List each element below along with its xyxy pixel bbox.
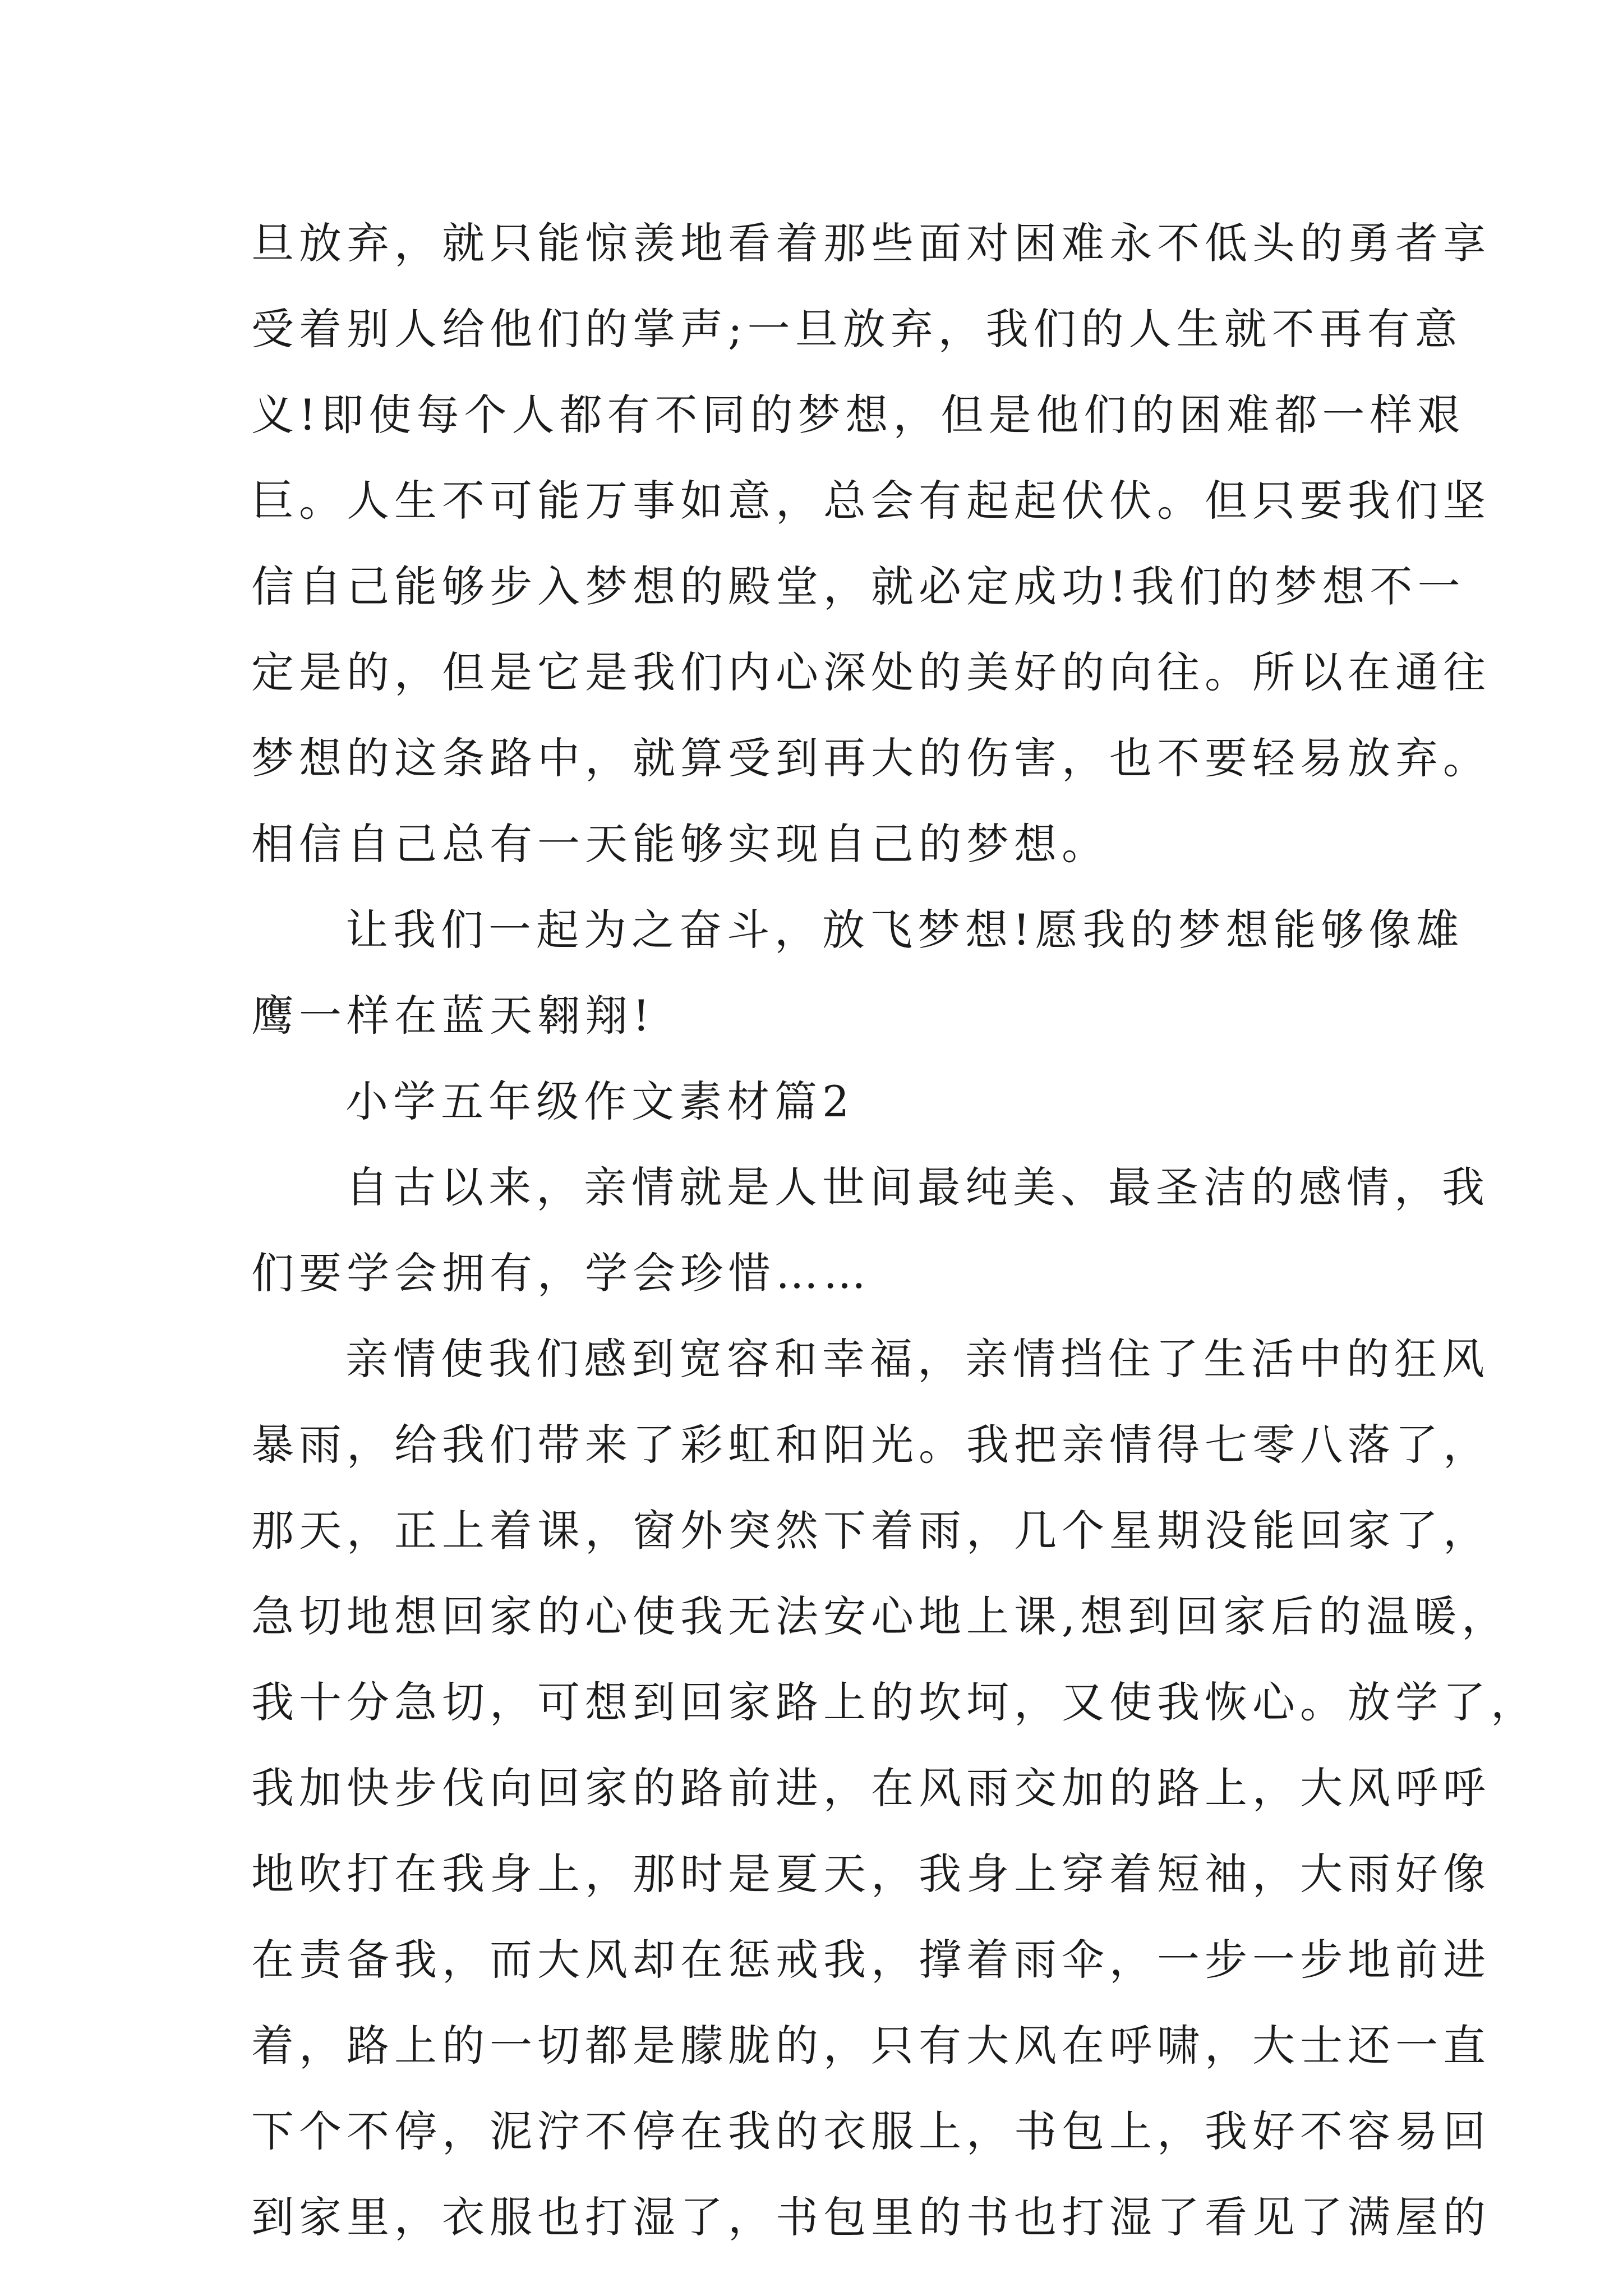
text-line: 着，路上的一切都是朦胧的，只有大风在呼啸，大士还一直 [251,2021,1491,2070]
text-line: 那天，正上着课，窗外突然下着雨，几个星期没能回家了， [251,1506,1491,1556]
text-line: 相信自己总有一天能够实现自己的梦想。 [251,819,1109,869]
text-line: 我加快步伐向回家的路前进，在风雨交加的路上，大风呼呼 [251,1763,1491,1813]
text-line: 定是的，但是它是我们内心深处的美好的向往。所以在通往 [251,647,1491,697]
text-line: 义!即使每个人都有不同的梦想，但是他们的困难都一样艰 [251,390,1465,440]
text-line: 让我们一起为之奋斗，放飞梦想!愿我的梦想能够像雄 [345,905,1464,955]
text-line: 暴雨，给我们带来了彩虹和阳光。我把亲情得七零八落了， [251,1420,1491,1470]
text-line: 自古以来，亲情就是人世间最纯美、最圣洁的感情，我 [345,1162,1490,1212]
text-line: 急切地想回家的心使我无法安心地上课,想到回家后的温暖， [251,1591,1510,1641]
text-line: 亲情使我们感到宽容和幸福，亲情挡住了生活中的狂风 [345,1334,1490,1384]
text-line: 巨。人生不可能万事如意，总会有起起伏伏。但只要我们坚 [251,476,1491,526]
text-line: 我十分急切，可想到回家路上的坎坷，又使我恢心。放学了， [251,1677,1538,1727]
text-line: 地吹打在我身上，那时是夏天，我身上穿着短袖，大雨好像 [251,1849,1491,1899]
text-line: 下个不停，泥泞不停在我的衣服上，书包上，我好不容易回 [251,2106,1491,2156]
body-text [251,200,1538,2260]
text-line: 鹰一样在蓝天翱翔! [251,991,655,1041]
text-line: 到家里，衣服也打湿了，书包里的书也打湿了看见了满屋的 [251,2192,1491,2242]
text-line: 在责备我，而大风却在惩戒我，撑着雨伞，一步一步地前进 [251,1935,1491,1985]
text-line: 梦想的这条路中，就算受到再大的伤害，也不要轻易放弃。 [251,733,1491,783]
text-line: 受着别人给他们的掌声;一旦放弃，我们的人生就不再有意 [251,304,1463,354]
text-line: 小学五年级作文素材篇2 [345,1076,855,1126]
text-line: 旦放弃，就只能惊羡地看着那些面对困难永不低头的勇者享 [251,218,1491,268]
text-line: 们要学会拥有，学会珍惜…… [251,1248,871,1298]
text-line: 信自己能够步入梦想的殿堂，就必定成功!我们的梦想不一 [251,562,1465,611]
